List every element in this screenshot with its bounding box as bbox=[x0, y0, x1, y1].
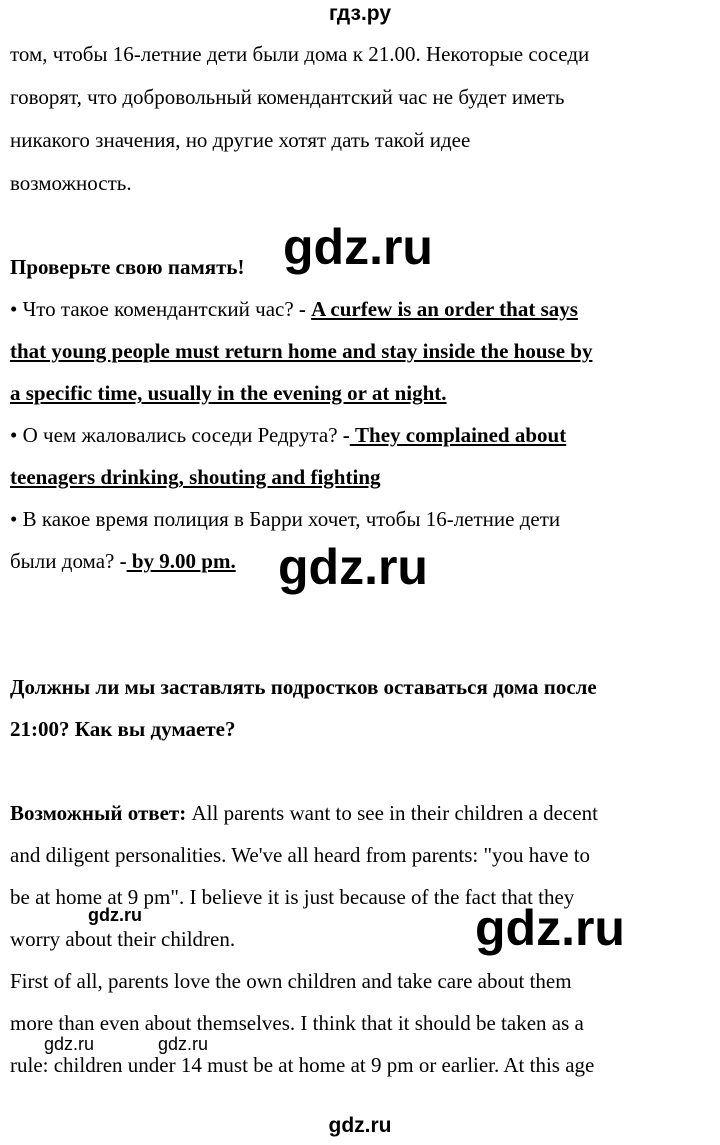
watermark: gdz.ru bbox=[44, 1034, 95, 1054]
q1-answer: A curfew is an order that says bbox=[311, 297, 578, 321]
answer-line: worry about their children. bbox=[10, 927, 236, 951]
q3-line bbox=[10, 551, 236, 572]
answer-line: more than even about themselves. I think that it should be taken as a bbox=[10, 1011, 584, 1035]
discussion-question: 21:00? Как вы думаете? bbox=[10, 717, 236, 741]
q1-answer-cont: a specific time, usually in the evening or at night. bbox=[10, 381, 447, 405]
intro-line: том, чтобы 16-летние дети были дома к 21.00. Некоторые соседи bbox=[10, 42, 590, 66]
watermark: gdz.ru bbox=[283, 219, 433, 275]
answer-line: rule: children under 14 must be at home at 9 pm or earlier. At this age bbox=[10, 1053, 595, 1077]
answer-line: and diligent personalities. We've all heard from parents: "you have to bbox=[10, 843, 591, 867]
answer-label: Возможный ответ: bbox=[10, 801, 187, 825]
q3-line: • В какое время полиция в Барри хочет, чтобы 16-летние дети bbox=[10, 507, 561, 531]
memory-heading: Проверьте свою память! bbox=[10, 255, 245, 279]
q3-question: были дома? bbox=[10, 549, 120, 573]
q1-line bbox=[10, 299, 578, 320]
intro-line: говорят, что добровольный комендантский час не будет иметь bbox=[10, 85, 565, 109]
q3-answer: by 9.00 pm. bbox=[126, 549, 236, 573]
q2-answer: They complained about bbox=[349, 423, 567, 447]
q1-dash: - bbox=[298, 297, 312, 321]
answer-text: All parents want to see in their children a decent bbox=[186, 801, 598, 825]
intro-line: никакого значения, но другие хотят дать такой идее bbox=[10, 128, 471, 152]
discussion-question: Должны ли мы заставлять подростков оставаться дома после bbox=[10, 675, 597, 699]
answer-line: First of all, parents love the own children and take care about them bbox=[10, 969, 572, 993]
footer: gdz.ru bbox=[328, 1114, 392, 1137]
q2-dash: - bbox=[342, 423, 350, 447]
watermark: gdz.ru bbox=[88, 905, 142, 925]
answer-line: be at home at 9 pm". I believe it is just because of the fact that they bbox=[10, 885, 575, 909]
site-header: гдз.ру bbox=[328, 2, 392, 25]
q2-answer-cont: teenagers drinking, shouting and fighting bbox=[10, 465, 381, 489]
q2-question: • О чем жаловались соседи Редрута? bbox=[10, 423, 343, 447]
watermark: gdz.ru bbox=[158, 1034, 209, 1054]
q1-question: • Что такое комендантский час? bbox=[10, 297, 299, 321]
answer-line bbox=[10, 803, 598, 824]
q3-dash: - bbox=[119, 549, 127, 573]
q2-line bbox=[10, 425, 566, 446]
watermark: gdz.ru bbox=[278, 539, 428, 595]
watermark: gdz.ru bbox=[475, 900, 625, 956]
q1-answer-cont: that young people must return home and stay inside the house by bbox=[10, 339, 593, 363]
intro-line: возможность. bbox=[10, 171, 132, 195]
